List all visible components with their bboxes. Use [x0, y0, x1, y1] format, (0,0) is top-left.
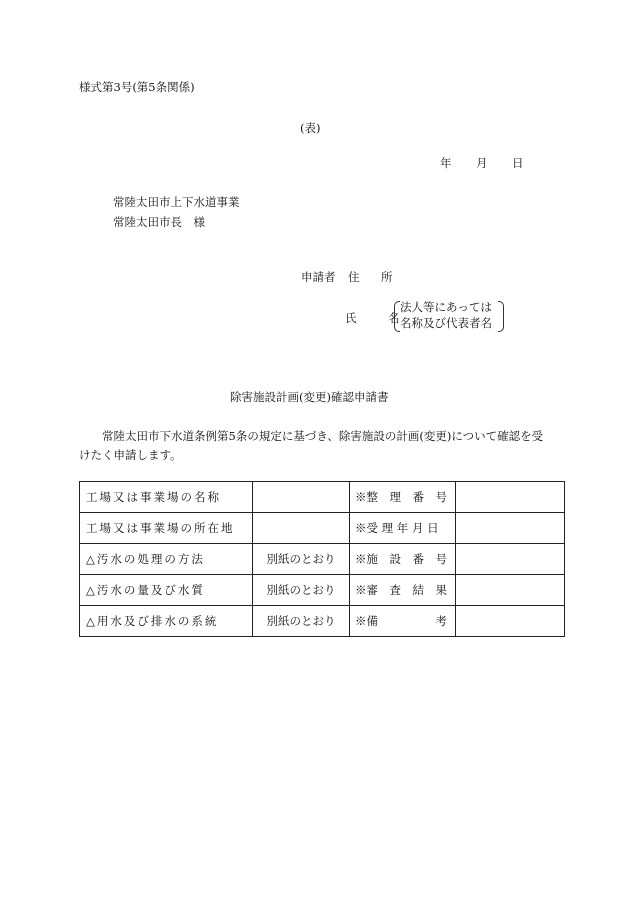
row-value[interactable]: 別紙のとおり	[253, 544, 350, 575]
left-bracket	[394, 301, 400, 332]
side-label: (表)	[300, 121, 321, 135]
corporate-note	[394, 300, 504, 331]
row-label: 工場又は事業場の名称	[80, 482, 253, 513]
application-body-text: 常陸太田市下水道条例第5条の規定に基づき、除害施設の計画(変更)について確認を受けたく申請します。	[79, 429, 544, 462]
row-value[interactable]: 別紙のとおり	[253, 606, 350, 637]
office-label: ※整 理 番 号	[350, 482, 456, 513]
date-month-label: 月	[476, 156, 488, 170]
table-row	[80, 606, 565, 637]
address-label: 住 所	[348, 270, 398, 284]
row-value[interactable]	[253, 482, 350, 513]
row-label: △用水及び排水の系統	[80, 606, 253, 637]
row-label: 工場又は事業場の所在地	[80, 513, 253, 544]
table-row	[80, 513, 565, 544]
date-day-label: 日	[512, 156, 524, 170]
right-bracket	[498, 301, 504, 332]
name-label: 氏 名	[345, 311, 410, 325]
date-row	[440, 155, 524, 171]
office-label: ※受 理 年 月 日	[350, 513, 456, 544]
office-value[interactable]	[456, 544, 565, 575]
row-label: △汚水の処理の方法	[80, 544, 253, 575]
addressee-line-2: 常陸太田市長 様	[113, 215, 205, 229]
application-table	[79, 481, 565, 637]
row-label: △汚水の量及び水質	[80, 575, 253, 606]
office-value[interactable]	[456, 606, 565, 637]
row-value[interactable]: 別紙のとおり	[253, 575, 350, 606]
corporate-note-line-2: 名称及び代表者名	[400, 315, 492, 330]
row-value[interactable]	[253, 513, 350, 544]
table-row	[80, 544, 565, 575]
office-value[interactable]	[456, 482, 565, 513]
office-label: ※審 査 結 果	[350, 575, 456, 606]
office-value[interactable]	[456, 575, 565, 606]
form-number: 様式第3号(第5条関係)	[79, 80, 195, 94]
document-title: 除害施設計画(変更)確認申請書	[230, 390, 389, 404]
office-label: ※備 考	[350, 606, 456, 637]
office-value[interactable]	[456, 513, 565, 544]
date-year-label: 年	[440, 156, 452, 170]
table-row	[80, 575, 565, 606]
addressee-line-1: 常陸太田市上下水道事業	[113, 195, 240, 209]
applicant-label: 申請者	[301, 270, 336, 284]
corporate-note-line-1: 法人等にあっては	[400, 300, 492, 314]
office-label: ※施 設 番 号	[350, 544, 456, 575]
table-row	[80, 482, 565, 513]
